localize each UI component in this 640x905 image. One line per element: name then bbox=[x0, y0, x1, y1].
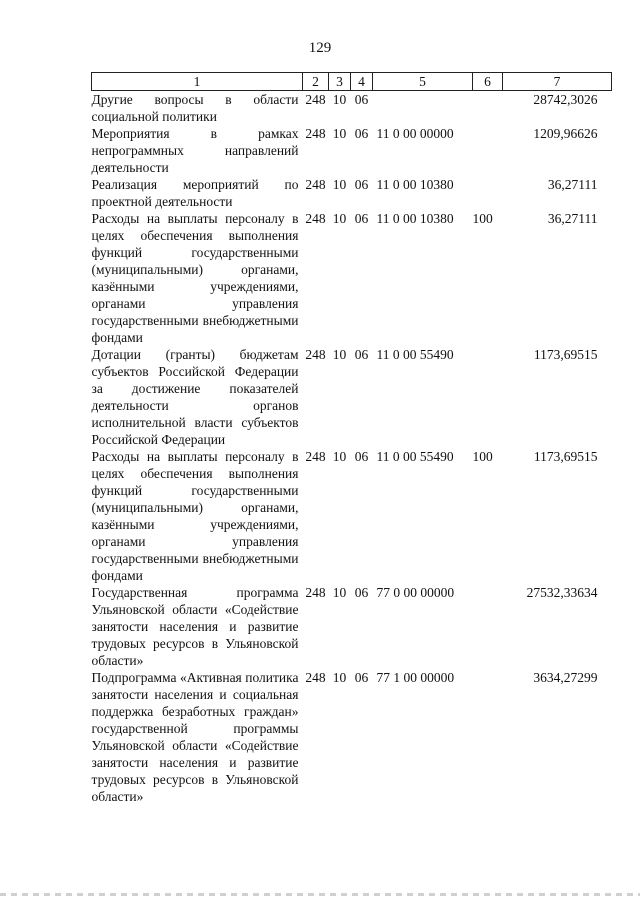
budget-table bbox=[91, 72, 612, 805]
row-subsection-code: 06 bbox=[354, 670, 369, 685]
row-name: Другие вопросы в области социальной политики bbox=[91, 92, 299, 124]
row-amount: 36,27111 bbox=[547, 177, 598, 192]
row-expense-type: 100 bbox=[472, 449, 493, 464]
row-amount: 28742,3026 bbox=[533, 92, 598, 107]
row-subsection-code: 06 bbox=[354, 92, 369, 107]
row-subsection-code: 06 bbox=[354, 585, 369, 600]
row-section-code: 10 bbox=[332, 585, 347, 600]
row-name: Подпрограмма «Активная политика занятости населения и социальная поддержка безработных граждан» государственной программы Ульяновской области «Содействие занятости населения и развитие трудовых ресурсов в Ульяновской области» bbox=[91, 670, 299, 804]
row-expense-type bbox=[473, 91, 503, 126]
table-row bbox=[92, 584, 612, 669]
header-cell-1: 1 bbox=[92, 73, 303, 91]
row-expense-type bbox=[473, 176, 503, 210]
row-expense-type bbox=[473, 125, 503, 176]
row-ministry-code: 248 bbox=[305, 585, 326, 600]
row-ministry-code: 248 bbox=[305, 92, 326, 107]
header-cell-3: 3 bbox=[329, 73, 351, 91]
header-row bbox=[92, 73, 612, 91]
row-name: Мероприятия в рамках непрограммных направлений деятельности bbox=[91, 126, 299, 175]
row-target-article: 77 0 00 00000 bbox=[376, 585, 455, 600]
row-section-code: 10 bbox=[332, 211, 347, 226]
row-section-code: 10 bbox=[332, 92, 347, 107]
row-name: Дотации (гранты) бюджетам субъектов Российской Федерации за достижение показателей деятельности органов исполнительной власти субъектов Российской Федерации bbox=[91, 347, 299, 447]
row-amount: 1209,96626 bbox=[533, 126, 598, 141]
row-ministry-code: 248 bbox=[305, 347, 326, 362]
scan-edge-noise bbox=[0, 893, 640, 896]
row-target-article: 11 0 00 00000 bbox=[376, 126, 454, 141]
table-row bbox=[92, 176, 612, 210]
table-row bbox=[92, 448, 612, 584]
row-ministry-code: 248 bbox=[305, 449, 326, 464]
row-ministry-code: 248 bbox=[305, 670, 326, 685]
row-target-article bbox=[373, 91, 473, 126]
page-number: 129 bbox=[308, 40, 332, 56]
row-amount: 1173,69515 bbox=[533, 347, 598, 362]
row-expense-type bbox=[473, 346, 503, 448]
header-cell-4: 4 bbox=[351, 73, 373, 91]
row-ministry-code: 248 bbox=[305, 211, 326, 226]
row-target-article: 11 0 00 10380 bbox=[376, 211, 454, 226]
row-amount: 1173,69515 bbox=[533, 449, 598, 464]
table-row bbox=[92, 91, 612, 126]
header-cell-2: 2 bbox=[303, 73, 329, 91]
row-target-article: 77 1 00 00000 bbox=[376, 670, 455, 685]
header-cell-7: 7 bbox=[503, 73, 612, 91]
row-expense-type bbox=[473, 584, 503, 669]
row-section-code: 10 bbox=[332, 347, 347, 362]
row-name: Реализация мероприятий по проектной деятельности bbox=[91, 177, 299, 209]
table-row bbox=[92, 210, 612, 346]
row-expense-type bbox=[473, 669, 503, 805]
table-row bbox=[92, 125, 612, 176]
row-section-code: 10 bbox=[332, 449, 347, 464]
row-amount: 3634,27299 bbox=[533, 670, 598, 685]
row-name: Расходы на выплаты персоналу в целях обеспечения выполнения функций государственными (муниципальными) органами, казёнными учреждениями, органами управления государственными внебюджетными фондами bbox=[91, 211, 299, 345]
row-subsection-code: 06 bbox=[354, 449, 369, 464]
row-subsection-code: 06 bbox=[354, 177, 369, 192]
row-subsection-code: 06 bbox=[354, 126, 369, 141]
row-section-code: 10 bbox=[332, 177, 347, 192]
header-cell-5: 5 bbox=[373, 73, 473, 91]
row-name: Государственная программа Ульяновской области «Содействие занятости населения и развитие трудовых ресурсов в Ульяновской области» bbox=[91, 585, 299, 668]
row-target-article: 11 0 00 55490 bbox=[376, 347, 454, 362]
row-target-article: 11 0 00 10380 bbox=[376, 177, 454, 192]
row-section-code: 10 bbox=[332, 126, 347, 141]
row-amount: 27532,33634 bbox=[526, 585, 598, 600]
row-subsection-code: 06 bbox=[354, 347, 369, 362]
row-ministry-code: 248 bbox=[305, 126, 326, 141]
row-section-code: 10 bbox=[332, 670, 347, 685]
row-subsection-code: 06 bbox=[354, 211, 369, 226]
table-row bbox=[92, 669, 612, 805]
row-target-article: 11 0 00 55490 bbox=[376, 449, 454, 464]
row-expense-type: 100 bbox=[472, 211, 493, 226]
table-row bbox=[92, 346, 612, 448]
row-name: Расходы на выплаты персоналу в целях обеспечения выполнения функций государственными (муниципальными) органами, казёнными учреждениями, органами управления государственными внебюджетными фондами bbox=[91, 449, 299, 583]
header-cell-6: 6 bbox=[473, 73, 503, 91]
row-amount: 36,27111 bbox=[547, 211, 598, 226]
row-ministry-code: 248 bbox=[305, 177, 326, 192]
